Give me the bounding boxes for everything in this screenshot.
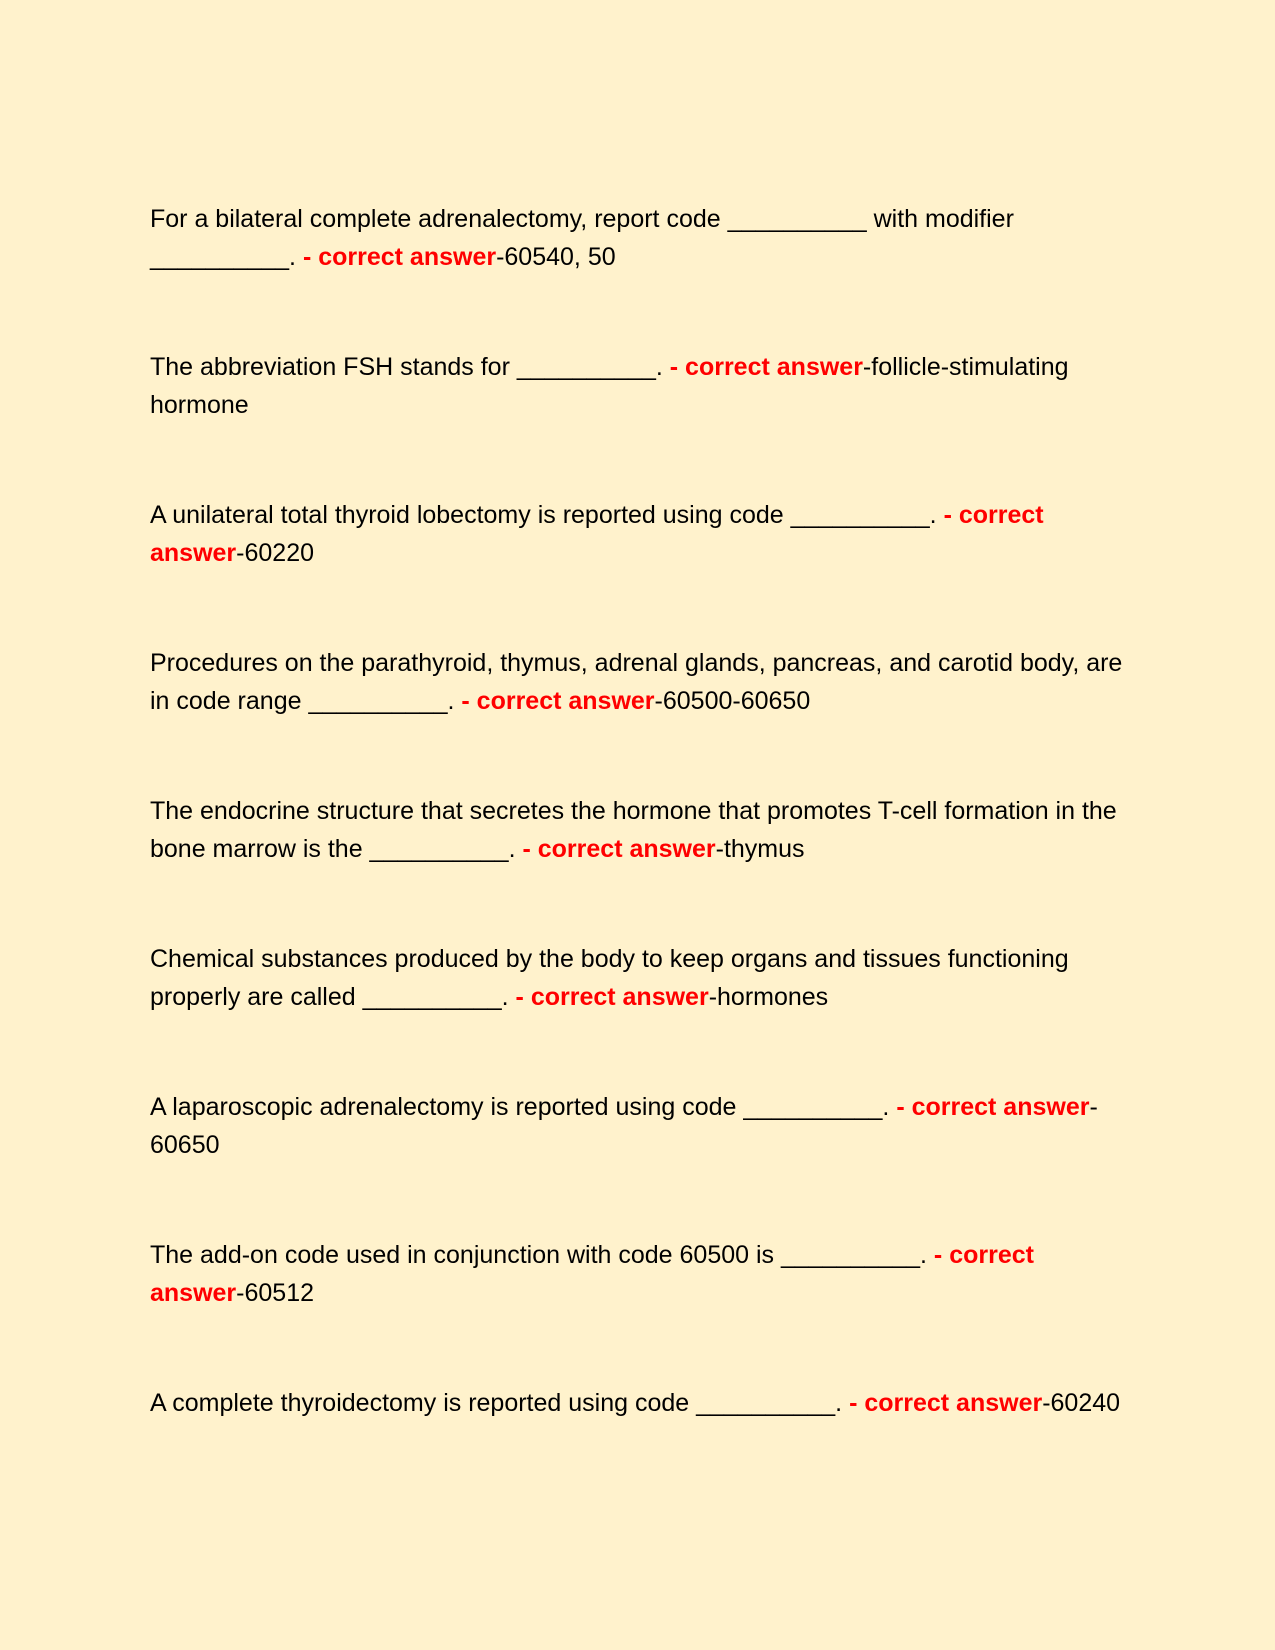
- answer-text: -follicle-stimulating hormone: [150, 353, 1069, 419]
- qa-item-8: [150, 1236, 1125, 1312]
- correct-answer-marker: - correct answer: [515, 983, 709, 1011]
- qa-item-4: [150, 644, 1125, 720]
- answer-text: -60240: [1042, 1389, 1121, 1417]
- correct-answer-marker: - correct answer: [669, 353, 863, 381]
- correct-answer-marker: - correct answer: [150, 1241, 1034, 1307]
- correct-answer-marker: - correct answer: [150, 501, 1044, 567]
- question-text: A laparoscopic adrenalectomy is reported using code __________.: [150, 1093, 897, 1121]
- question-text: Procedures on the parathyroid, thymus, adrenal glands, pancreas, and carotid body, are in code range __________.: [150, 649, 1123, 715]
- qa-item-9: [150, 1384, 1125, 1422]
- correct-answer-marker: - correct answer: [461, 687, 655, 715]
- question-answer-list: [150, 200, 1125, 1422]
- qa-item-5: [150, 792, 1125, 868]
- answer-text: -60540, 50: [496, 243, 616, 271]
- answer-text: -hormones: [708, 983, 829, 1011]
- correct-answer-marker: - correct answer: [302, 243, 497, 271]
- qa-item-6: [150, 940, 1125, 1016]
- correct-answer-marker: - correct answer: [896, 1093, 1090, 1121]
- question-text: The add-on code used in conjunction with code 60500 is __________.: [150, 1241, 934, 1269]
- answer-text: -60512: [236, 1279, 315, 1307]
- qa-item-1: [150, 200, 1125, 276]
- question-text: A unilateral total thyroid lobectomy is reported using code __________.: [150, 501, 944, 529]
- answer-text: -60220: [236, 539, 315, 567]
- answer-text: -60500-60650: [654, 687, 811, 715]
- answer-text: -thymus: [715, 835, 805, 863]
- answer-text: -60650: [150, 1093, 1098, 1159]
- question-text: For a bilateral complete adrenalectomy, report code __________ with modifier __________.: [150, 205, 1014, 271]
- question-text: The abbreviation FSH stands for __________.: [150, 353, 670, 381]
- question-text: Chemical substances produced by the body to keep organs and tissues functioning properly are called __________.: [150, 945, 1069, 1011]
- qa-item-3: [150, 496, 1125, 572]
- qa-item-7: [150, 1088, 1125, 1164]
- question-text: A complete thyroidectomy is reported using code __________.: [150, 1389, 850, 1417]
- question-text: The endocrine structure that secretes the hormone that promotes T-cell formation in the bone marrow is the __________.: [150, 797, 1117, 863]
- correct-answer-marker: - correct answer: [522, 835, 716, 863]
- correct-answer-marker: - correct answer: [849, 1389, 1043, 1417]
- qa-item-2: [150, 348, 1125, 424]
